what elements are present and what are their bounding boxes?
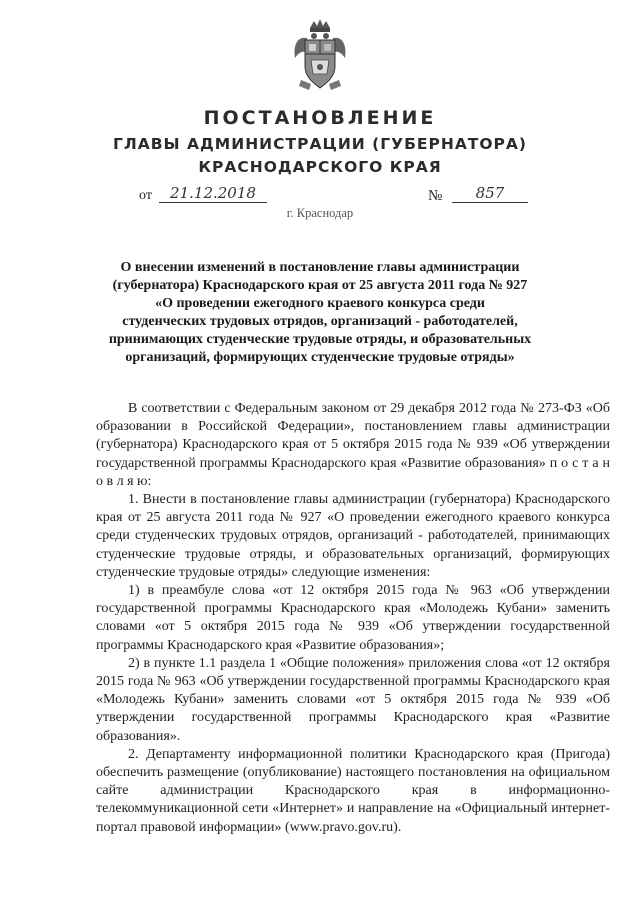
title-line: студенческих трудовых отрядов, организаций - работодателей, (122, 314, 518, 329)
document-date: 21.12.2018 (159, 184, 267, 203)
title-line: О внесении изменений в постановление главы администрации (120, 260, 520, 275)
body-paragraph-subitem-1: 1) в преамбуле слова «от 12 октября 2015 года № 963 «Об утверждении государственной программы Краснодарского края «Молодежь Кубани» заменить словами «от 5 октября 2015 года № 939 «Об утверждении государственной программы Краснодарского края «Развитие образования»; (96, 583, 610, 653)
title-line: организаций, формирующих студенческие трудовые отряды» (125, 350, 515, 365)
title-line: (губернатора) Краснодарского края от 25 августа 2011 года № 927 (112, 278, 528, 293)
body-paragraph-subitem-2: 2) в пункте 1.1 раздела 1 «Общие положения» приложения слова «от 12 октября 2015 года № 963 «Об утверждении государственной программы Краснодарского края «Молодежь Кубани» заменить словами «от 5 октября 2015 года № 939 «Об утверждении государственной программы Краснодарского края «Развитие образования». (96, 655, 610, 744)
document-type-heading: ПОСТАНОВЛЕНИЕ (203, 107, 437, 129)
document-number: 857 (452, 184, 528, 203)
number-prefix-label: № (428, 188, 443, 204)
body-paragraph-item-2: 2. Департаменту информационной политики Краснодарского края (Пригода) обеспечить размещение (опубликование) настоящего постановления на официальном сайте администрации Краснодарского края в информационно-телекоммуникационной сети «Интернет» и направление на «Официальный интернет-портал правовой информации» (www.pravo.gov.ru). (96, 746, 610, 835)
city-label: г. Краснодар (286, 206, 354, 220)
document-body (96, 400, 610, 837)
title-line: «О проведении ежегодного краевого конкурса среди (155, 296, 485, 311)
date-prefix-label: от (139, 188, 152, 203)
coat-of-arms-emblem (291, 18, 349, 94)
body-paragraph-preamble: В соответствии с Федеральным законом от 29 декабря 2012 года № 273-ФЗ «Об образовании в Российской Федерации», постановлением главы администрации (губернатора) Краснодарского края от 5 октября 2015 года № 939 «Об утверждении государственной программы Краснодарского края «Развитие образования» п о с т а н о в л я ю: (96, 401, 610, 489)
region-heading: КРАСНОДАРСКОГО КРАЯ (198, 158, 442, 176)
issuer-heading: ГЛАВЫ АДМИНИСТРАЦИИ (ГУБЕРНАТОРА) (112, 135, 527, 153)
title-line: принимающих студенческие трудовые отряды, и образовательных (108, 332, 532, 347)
body-paragraph-item-1: 1. Внести в постановление главы администрации (губернатора) Краснодарского края от 25 августа 2011 года № 927 «О проведении ежегодного краевого конкурса среди студенческих трудовых отрядов, организаций - работодателей, принимающих студенческие трудовые отряды, и образовательных организаций, формирующих студенческие трудовые отряды» следующие изменения: (96, 492, 610, 580)
document-title (98, 259, 542, 367)
